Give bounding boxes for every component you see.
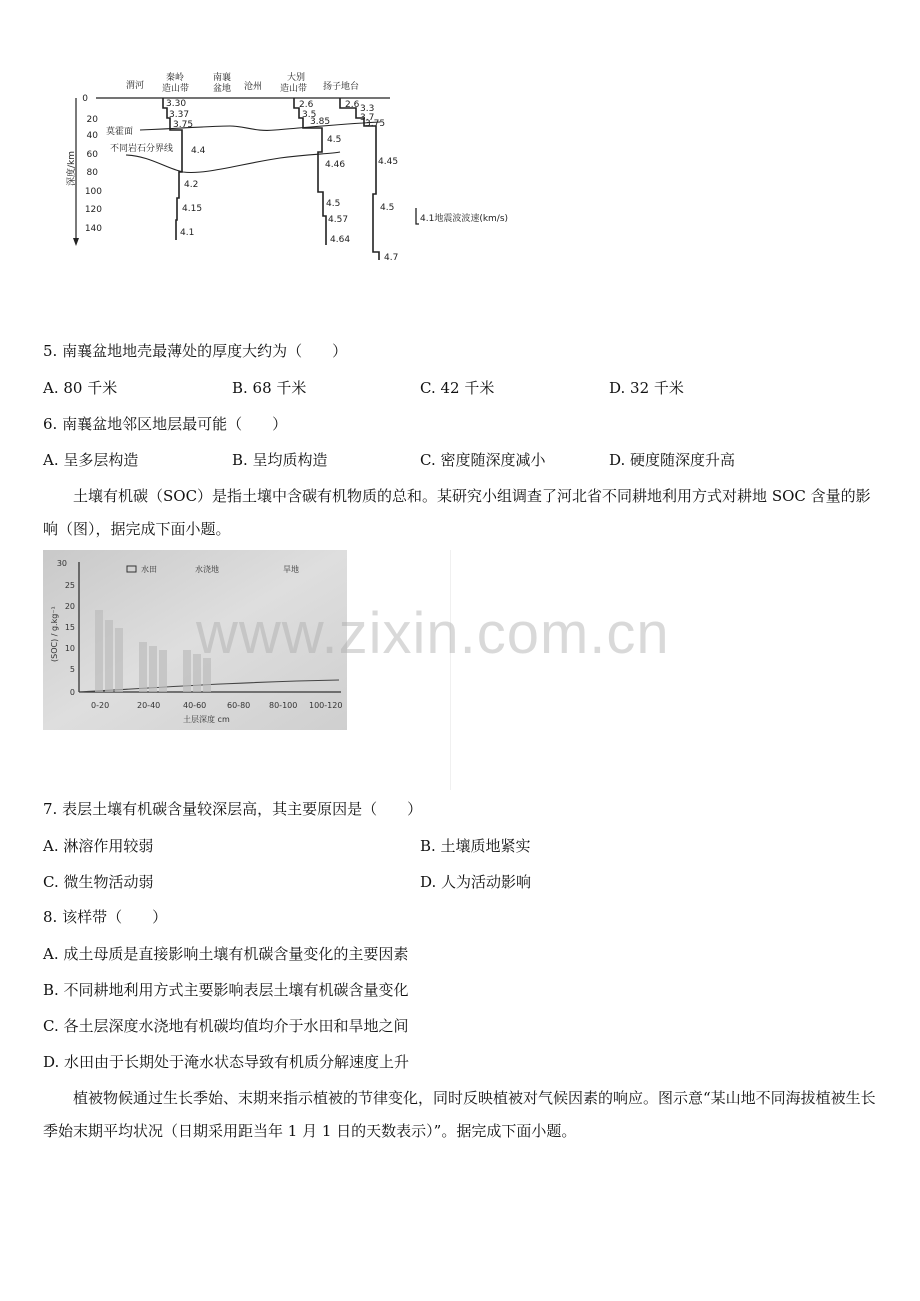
- q7-option-c[interactable]: C. 微生物活动弱: [43, 873, 154, 891]
- svg-text:2.6: 2.6: [345, 100, 360, 110]
- col2-velocities: [299, 100, 350, 245]
- q8-option-d[interactable]: D. 水田由于长期处于淹水状态导致有机质分解速度上升: [43, 1053, 410, 1071]
- svg-text:2.6: 2.6: [299, 100, 314, 110]
- svg-text:4.64: 4.64: [330, 235, 351, 245]
- label-nanxiang: 南襄盆地: [213, 73, 232, 94]
- svg-text:20: 20: [64, 602, 75, 611]
- svg-text:4.57: 4.57: [328, 215, 349, 225]
- y-axis-label: 深度/km: [67, 150, 77, 186]
- soc-y-label: (SOC) / g.kg⁻¹: [50, 606, 59, 662]
- svg-text:4.15: 4.15: [182, 204, 203, 214]
- svg-text:5: 5: [69, 665, 75, 674]
- svg-text:100-120: 100-120: [309, 701, 343, 710]
- moho-label: 莫霍面: [106, 127, 134, 137]
- svg-text:20: 20: [86, 115, 98, 125]
- question-6: 6. 南襄盆地邻区地层最可能（ ）: [43, 415, 288, 433]
- question-8: 8. 该样带（ ）: [43, 908, 168, 926]
- label-yangzi: 扬子地台: [323, 82, 360, 92]
- svg-text:0-20: 0-20: [91, 701, 110, 710]
- q7-option-b[interactable]: B. 土壤质地紧实: [420, 837, 531, 855]
- svg-text:3.3: 3.3: [360, 104, 375, 114]
- question-7: 7. 表层土壤有机碳含量较深层高，其主要原因是（ ）: [43, 800, 423, 818]
- legend-irrigated: 水浇地: [195, 565, 219, 574]
- svg-text:4.1: 4.1: [180, 228, 195, 238]
- svg-text:10: 10: [64, 644, 75, 653]
- svg-text:120: 120: [84, 205, 102, 215]
- q5-option-b[interactable]: B. 68 千米: [232, 379, 307, 397]
- svg-text:4.4: 4.4: [191, 146, 206, 156]
- question-5: 5. 南襄盆地地壳最薄处的厚度大约为（ ）: [43, 342, 348, 360]
- svg-text:4.5: 4.5: [326, 199, 341, 209]
- svg-text:4.5: 4.5: [380, 203, 395, 213]
- svg-text:30: 30: [56, 559, 67, 568]
- svg-text:60-80: 60-80: [227, 701, 251, 710]
- legend-paddy: 水田: [141, 565, 157, 574]
- svg-text:100: 100: [84, 187, 102, 197]
- svg-text:4.46: 4.46: [325, 160, 346, 170]
- q8-option-c[interactable]: C. 各土层深度水浇地有机碳均值均介于水田和旱地之间: [43, 1017, 409, 1035]
- legend-velocity: 4.1地震波波速(km/s): [420, 214, 509, 224]
- svg-text:40-60: 40-60: [183, 701, 207, 710]
- q7-option-d[interactable]: D. 人为活动影响: [420, 873, 532, 891]
- svg-text:3.85: 3.85: [310, 117, 331, 127]
- svg-text:0: 0: [82, 94, 88, 104]
- col3-velocities: [345, 100, 398, 263]
- crust-section-figure: [40, 60, 540, 275]
- q6-option-c[interactable]: C. 密度随深度减小: [420, 451, 546, 469]
- soc-x-label: 土层深度 cm: [183, 715, 230, 724]
- svg-text:3.5: 3.5: [302, 110, 317, 120]
- svg-text:4.2: 4.2: [184, 180, 199, 190]
- svg-text:3.37: 3.37: [169, 110, 190, 120]
- svg-text:40: 40: [86, 131, 98, 141]
- q6-option-d[interactable]: D. 硬度随深度升高: [609, 451, 736, 469]
- svg-text:4.7: 4.7: [384, 253, 399, 263]
- svg-text:80-100: 80-100: [269, 701, 298, 710]
- svg-text:3.75: 3.75: [173, 120, 194, 130]
- q8-option-a[interactable]: A. 成土母质是直接影响土壤有机碳含量变化的主要因素: [43, 945, 409, 963]
- label-cangzhou: 沧州: [244, 82, 263, 92]
- q8-option-b[interactable]: B. 不同耕地利用方式主要影响表层土壤有机碳含量变化: [43, 981, 409, 999]
- q5-option-a[interactable]: A. 80 千米: [43, 379, 118, 397]
- label-dabie: 大别造山带: [280, 73, 308, 94]
- svg-text:20-40: 20-40: [137, 701, 161, 710]
- q6-option-b[interactable]: B. 呈均质构造: [232, 451, 328, 469]
- svg-text:4.5: 4.5: [327, 135, 342, 145]
- q5-option-d[interactable]: D. 32 千米: [609, 379, 684, 397]
- legend-dryland: 旱地: [283, 565, 299, 574]
- y-ticks: [82, 94, 102, 234]
- label-weihe: 渭河: [126, 81, 145, 91]
- rock-boundary-line: [126, 152, 340, 173]
- q7-option-a[interactable]: A. 淋溶作用较弱: [43, 837, 154, 855]
- svg-text:25: 25: [64, 581, 75, 590]
- svg-text:80: 80: [86, 168, 98, 178]
- svg-text:15: 15: [64, 623, 75, 632]
- soc-intro-paragraph: 土壤有机碳（SOC）是指土壤中含碳有机物质的总和。某研究小组调查了河北省不同耕地利用方式对耕地 SOC 含量的影响（图），据完成下面小题。: [43, 487, 871, 538]
- svg-text:140: 140: [84, 224, 102, 234]
- q5-option-c[interactable]: C. 42 千米: [420, 379, 495, 397]
- svg-text:0: 0: [69, 688, 75, 697]
- svg-text:3.7: 3.7: [360, 113, 375, 123]
- rock-boundary-label: 不同岩石分界线: [110, 144, 174, 154]
- svg-text:3.75: 3.75: [365, 119, 386, 129]
- watermark: www.zixin.com.cn: [196, 601, 670, 666]
- label-qinling: 秦岭造山带: [162, 73, 190, 94]
- q6-option-a[interactable]: A. 呈多层构造: [43, 451, 139, 469]
- svg-text:60: 60: [86, 150, 98, 160]
- svg-text:4.45: 4.45: [378, 157, 399, 167]
- faint-divider: [450, 550, 451, 790]
- phenology-intro-paragraph: 植被物候通过生长季始、末期来指示植被的节律变化，同时反映植被对气候因素的响应。图示意“某山地不同海拔植被生长季始末期平均状况（日期采用距当年 1 月 1 日的天数表示）”。据完成下面小题。: [43, 1089, 876, 1140]
- svg-text:3.30: 3.30: [166, 99, 187, 109]
